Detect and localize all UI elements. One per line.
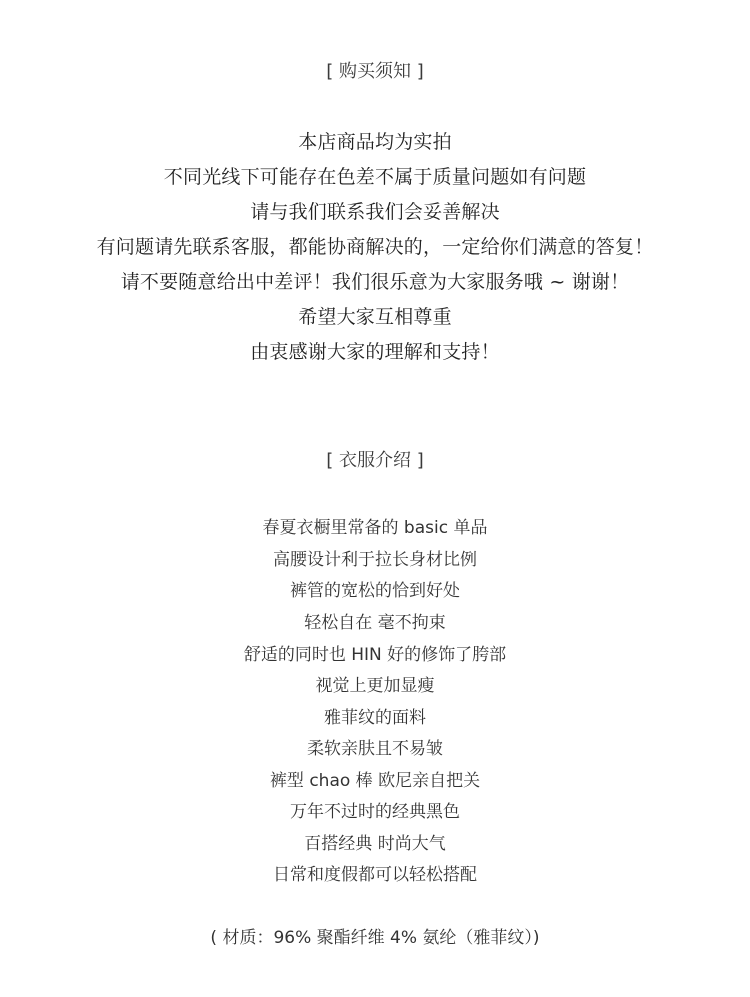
intro-line: 视觉上更加显瘦 bbox=[315, 676, 435, 696]
intro-line: 万年不过时的经典黑色 bbox=[290, 802, 460, 822]
intro-line: 柔软亲肤且不易皱 bbox=[307, 739, 443, 759]
intro-line: 裤型 chao 棒 欧尼亲自把关 bbox=[269, 771, 481, 791]
notice-line: 请与我们联系我们会妥善解决 bbox=[250, 201, 500, 223]
intro-line: 百搭经典 时尚大气 bbox=[304, 834, 446, 854]
intro-line: 高腰设计利于拉长身材比例 bbox=[273, 550, 477, 570]
purchase-notice-heading: [ 购买须知 ] bbox=[326, 61, 424, 82]
notice-line: 本店商品均为实拍 bbox=[298, 131, 452, 153]
material-composition: ( 材质：96% 聚酯纤维 4% 氨纶（雅菲纹）) bbox=[210, 928, 540, 948]
notice-line: 由衷感谢大家的理解和支持！ bbox=[250, 341, 500, 363]
clothing-intro-heading: [ 衣服介绍 ] bbox=[326, 450, 424, 471]
intro-line: 雅菲纹的面料 bbox=[324, 708, 426, 728]
intro-line: 舒适的同时也 HIN 好的修饰了胯部 bbox=[243, 645, 507, 665]
notice-line: 有问题请先联系客服，都能协商解决的，一定给你们满意的答复！ bbox=[96, 236, 654, 258]
intro-line: 日常和度假都可以轻松搭配 bbox=[273, 865, 477, 885]
intro-line: 轻松自在 毫不拘束 bbox=[304, 613, 446, 633]
notice-line: 希望大家互相尊重 bbox=[298, 306, 452, 328]
intro-line: 裤管的宽松的恰到好处 bbox=[290, 581, 460, 601]
intro-line: 春夏衣橱里常备的 basic 单品 bbox=[262, 518, 488, 538]
notice-line: 请不要随意给出中差评！我们很乐意为大家服务哦 ~ 谢谢！ bbox=[120, 271, 630, 293]
notice-line: 不同光线下可能存在色差不属于质量问题如有问题 bbox=[163, 166, 587, 188]
